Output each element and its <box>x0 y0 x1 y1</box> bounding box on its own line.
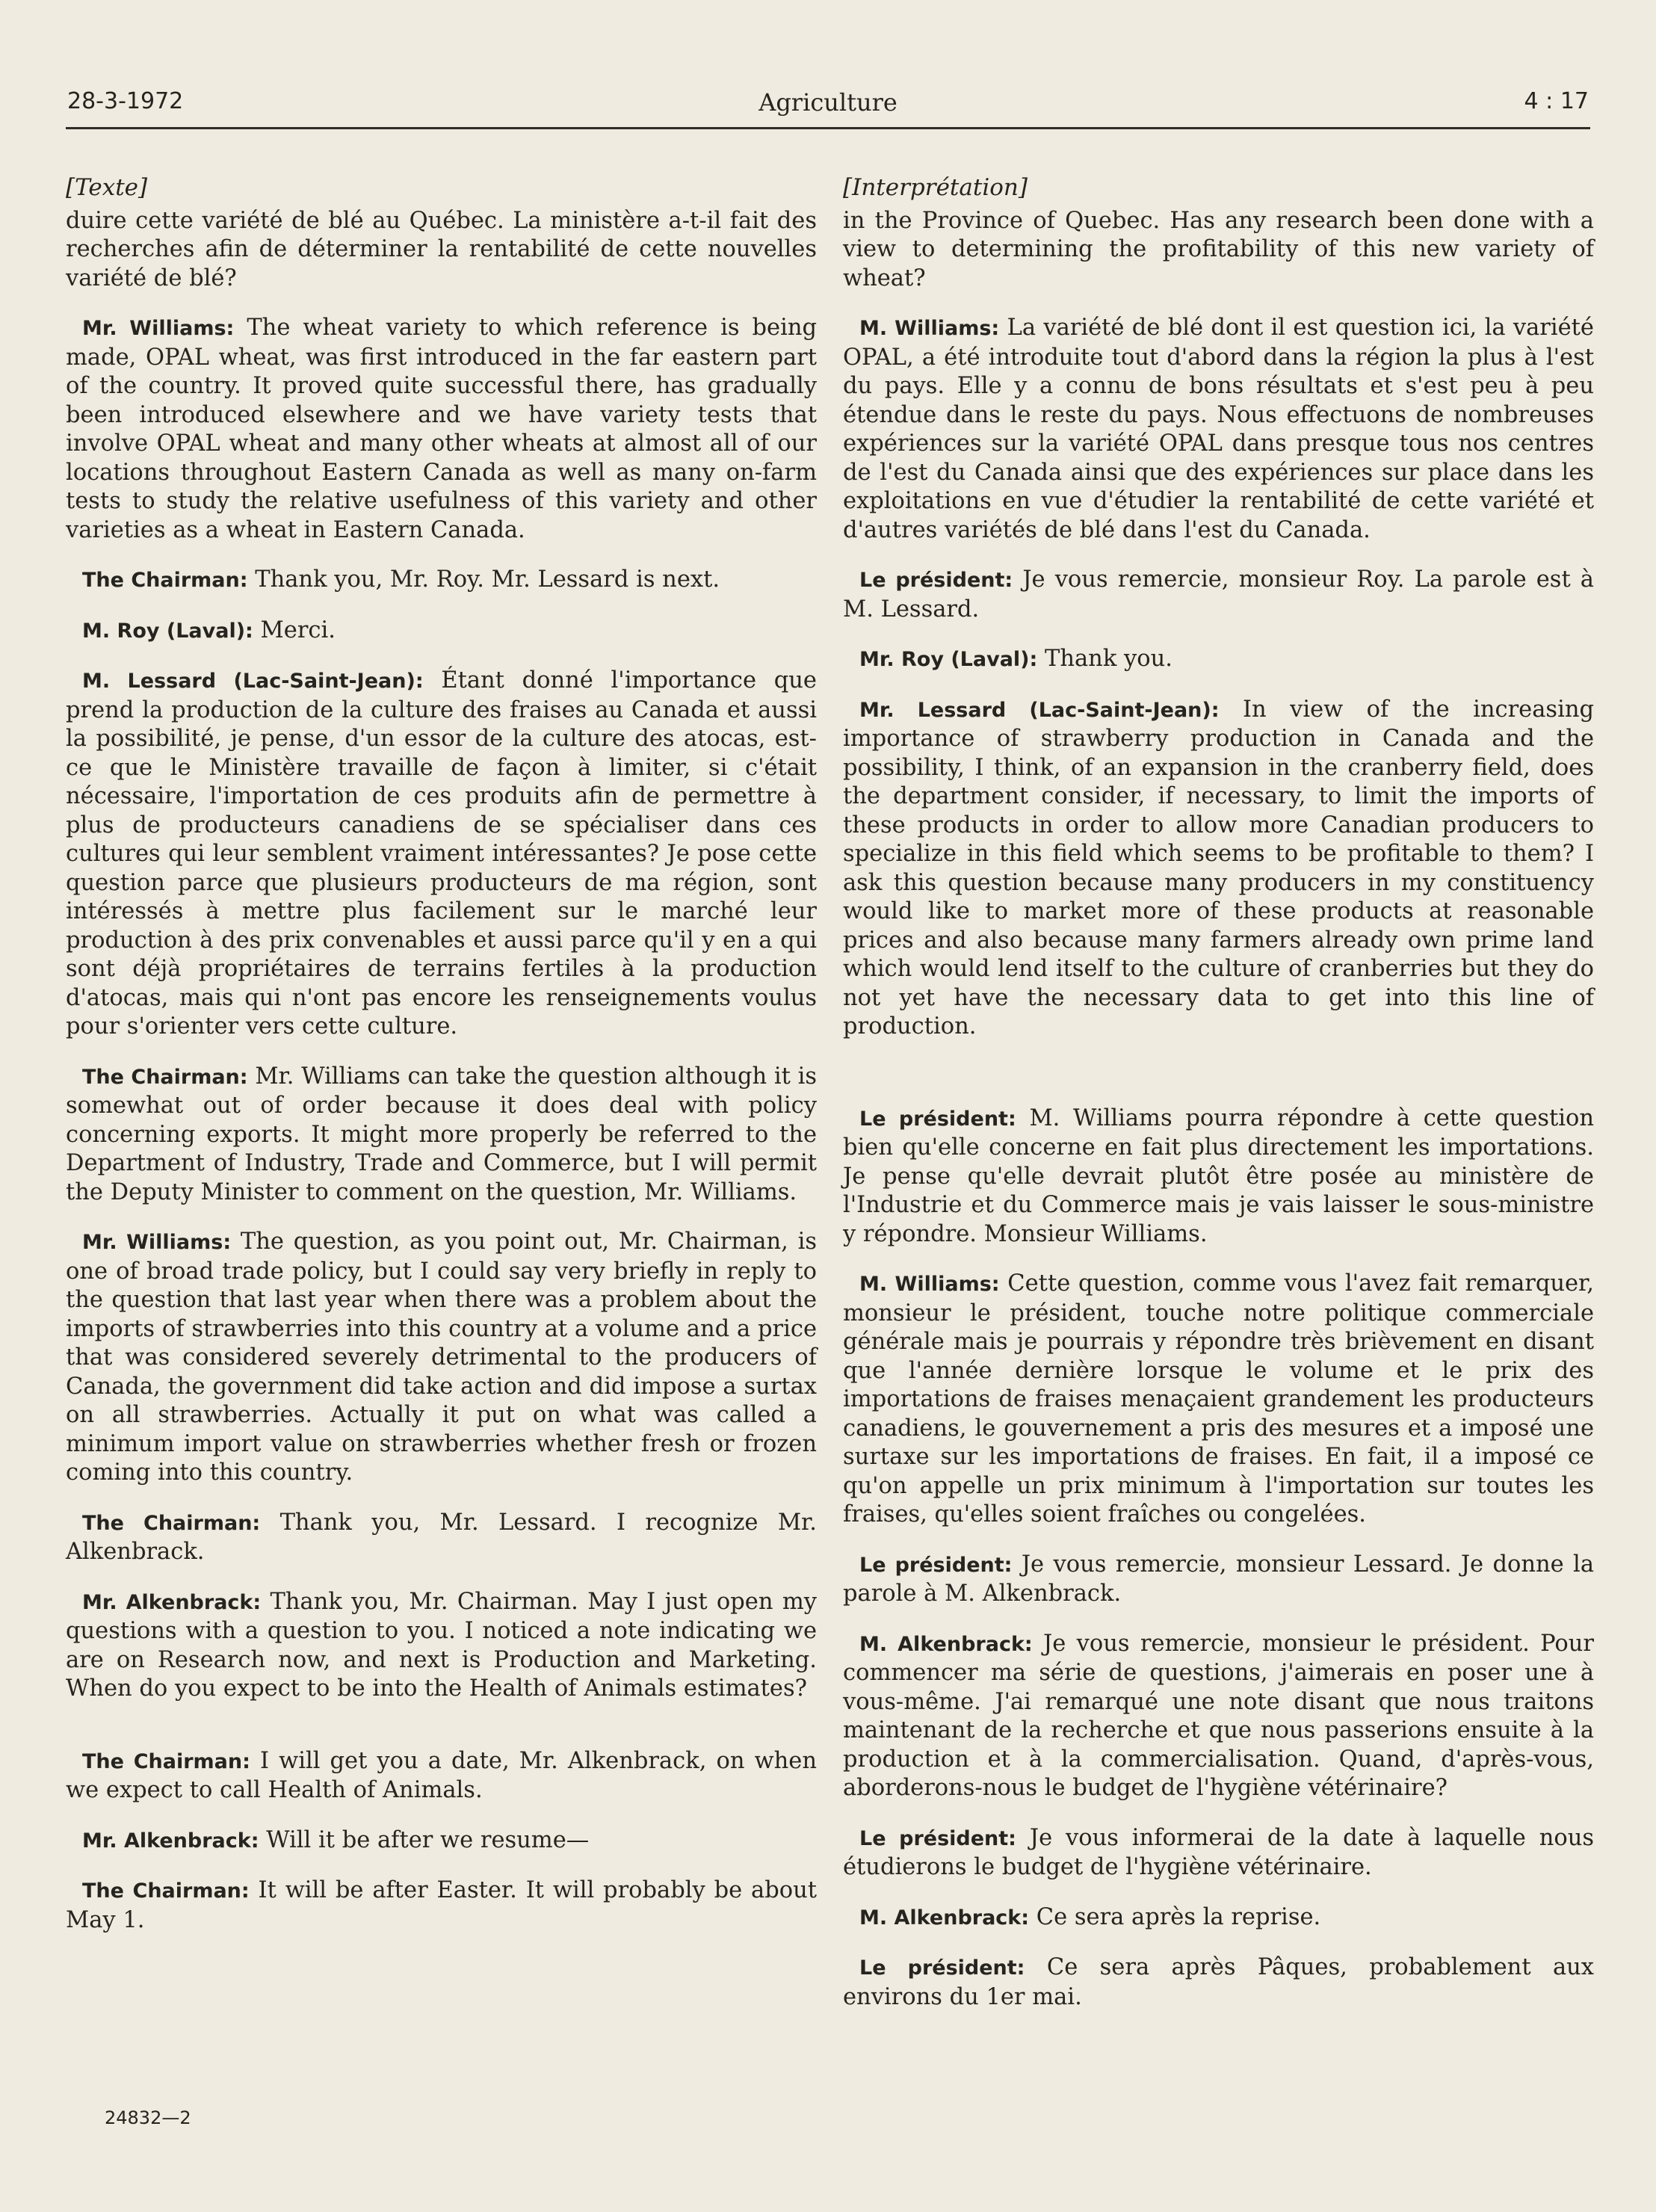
speaker-name: Le président: <box>859 1553 1013 1577</box>
paragraph <box>843 696 1594 1042</box>
paragraph <box>66 207 817 294</box>
paragraph <box>66 1063 817 1208</box>
paragraph-text: Thank you, Mr. Lessard. I recognize Mr. Alkenbrack. <box>66 1509 817 1565</box>
speaker-name: M. Lessard (Lac-Saint-Jean): <box>82 670 424 693</box>
paragraph-text: Thank you, Mr. Chairman. May I just open my questions with a question to you. I noticed a note indicating we are on Research now, and next is Production and Marketing. When do you expect to be into the Health of Animals estimates? <box>66 1588 817 1702</box>
header-page-number: 4 : 17 <box>1524 88 1589 114</box>
paragraph-text: Je vous remercie, monsieur Lessard. Je donne la parole à M. Alkenbrack. <box>843 1551 1594 1607</box>
paragraph <box>843 314 1594 545</box>
paragraph <box>843 566 1594 624</box>
header-rule <box>66 127 1590 129</box>
paragraph <box>843 1270 1594 1530</box>
paragraph-text: Mr. Williams can take the question although it is somewhat out of order because it does deal with policy concerning exports. It might more properly be referred to the Department of Industry, Trade and Commerce, but I will permit the Deputy Minister to comment on the question, Mr. Williams. <box>66 1063 818 1205</box>
paragraph <box>66 314 817 545</box>
paragraph <box>66 1826 817 1856</box>
speaker-name: M. Alkenbrack: <box>859 1906 1030 1930</box>
footer-code: 24832—2 <box>105 2107 191 2128</box>
spacer <box>843 1063 1594 1105</box>
paragraph-text: It will be after Easter. It will probably be about May 1. <box>66 1877 817 1933</box>
speaker-name: Mr. Roy (Laval): <box>859 648 1038 671</box>
paragraph <box>66 1509 817 1567</box>
speaker-name: Mr. Williams: <box>82 1231 232 1254</box>
paragraph <box>843 1551 1594 1609</box>
paragraph <box>66 566 817 596</box>
paragraph-text: Will it be after we resume— <box>266 1826 590 1853</box>
paragraph-text: Je vous remercie, monsieur Roy. La parole est à M. Lessard. <box>843 566 1594 622</box>
speaker-name: The Chairman: <box>82 1879 250 1903</box>
paragraph <box>843 1824 1594 1882</box>
paragraph <box>66 1228 817 1488</box>
paragraph <box>843 1105 1594 1249</box>
speaker-name: Le président: <box>859 1107 1016 1131</box>
speaker-name: Mr. Williams: <box>82 317 235 340</box>
paragraph-text: The question, as you point out, Mr. Chairman, is one of broad trade policy, but I could say very briefly in reply to the question that last year when there was a problem about the imports of strawberries into this country at a volume and a price that was considered severely detrimental to the producers of Canada, the government did take action and did impose a surtax on all strawberries. Actually it put on what was called a minimum import value on strawberries whether fresh or frozen coming into this country. <box>66 1229 817 1486</box>
speaker-name: M. Roy (Laval): <box>82 619 253 643</box>
paragraph <box>66 667 817 1042</box>
speaker-name: The Chairman: <box>82 1511 261 1535</box>
paragraph-text: Étant donné l'importance que prend la production de la culture des fraises au Canada et aussi la possibilité, je pense, d'un essor de la culture des atocas, est-ce que le Ministère travaille de façon à limiter, si c'était nécessaire, l'importation de ces produits afin de permettre à plus de producteurs canadiens de se spécialiser dans ces cultures qui leur semblent vraiment intéressantes? Je pose cette question parce que plusieurs producteurs de ma région, sont intéressés à mettre plus facilement sur le marché leur production à des prix convenables et aussi parce qu'il y en a qui sont déjà propriétaires de terrains fertiles à la production d'atocas, mais qui n'ont pas encore les renseignements voulus pour s'orienter vers cette culture. <box>66 667 817 1039</box>
speaker-name: The Chairman: <box>82 1749 250 1773</box>
speaker-name: Mr. Alkenbrack: <box>82 1590 262 1614</box>
paragraph-text: in the Province of Quebec. Has any research been done with a view to determining the profitability of this new variety of wheat? <box>843 207 1594 291</box>
paragraph-text: Ce sera après la reprise. <box>1036 1903 1321 1930</box>
right-column-label: [Interprétation] <box>843 174 1028 201</box>
spacer <box>66 1725 817 1747</box>
speaker-name: Mr. Alkenbrack: <box>82 1829 259 1853</box>
paragraph-text: I will get you a date, Mr. Alkenbrack, on when we expect to call Health of Animals. <box>66 1747 817 1803</box>
left-column <box>66 173 817 1956</box>
speaker-name: Le président: <box>859 1956 1025 1980</box>
paragraph-text: Ce sera après Pâques, probablement aux environs du 1er mai. <box>843 1954 1594 2010</box>
paragraph <box>843 1903 1594 1933</box>
paragraph-text: Thank you. <box>1045 646 1173 672</box>
speaker-name: Le président: <box>859 1826 1016 1850</box>
paragraph-text: In view of the increasing importance of strawberry production in Canada and the possibility, I think, of an expansion in the cranberry field, does the department consider, if necessary, to limit the imports of these products in order to allow more Canadian producers to specialize in this field which seems to be profitable to them? I ask this question because many producers in my constituency would like to market more of these products at reasonable prices and also because many farmers already own prime land which would lend itself to the culture of cranberries but they do not yet have the necessary data to get into this line of production. <box>843 696 1594 1039</box>
paragraph <box>66 1876 817 1935</box>
paragraph-text: La variété de blé dont il est question ici, la variété OPAL, a été introduite tout d'abord dans la région la plus à l'est du pays. Elle y a connu de bons résultats et s'est peu à peu étendue dans le reste du pays. Nous effectuons de nombreuses expériences sur la variété OPAL dans presque tous nos centres de l'est du Canada ainsi que des expériences sur place dans les exploitations en vue d'étudier la rentabilité de cette variété et d'autres variétés de blé dans l'est du Canada. <box>843 315 1594 543</box>
speaker-name: Le président: <box>859 569 1013 592</box>
paragraph <box>66 1588 817 1704</box>
paragraph <box>843 1630 1594 1803</box>
paragraph-text: Thank you, Mr. Roy. Mr. Lessard is next. <box>255 566 720 593</box>
paragraph <box>66 1747 817 1805</box>
header-title: Agriculture <box>759 88 897 117</box>
speaker-name: The Chairman: <box>82 1065 248 1089</box>
paragraph-text: The wheat variety to which reference is being made, OPAL wheat, was first introduced in the far eastern part of the country. It proved quite successful there, has gradually been introduced elsewhere and we have variety tests that involve OPAL wheat and many other wheats at almost all of our locations throughout Eastern Canada as well as many on-farm tests to study the relative usefulness of this variety and other varieties as a wheat in Eastern Canada. <box>66 315 817 543</box>
right-column <box>843 173 1594 2033</box>
paragraph-text: Merci. <box>260 617 336 643</box>
speaker-name: M. Alkenbrack: <box>859 1632 1033 1656</box>
speaker-name: M. Williams: <box>859 1273 1000 1296</box>
paragraph <box>66 617 817 646</box>
left-column-label: [Texte] <box>66 174 148 201</box>
paragraph <box>843 207 1594 294</box>
paragraph-text: Je vous remercie, monsieur le président. Pour commencer ma série de questions, j'aimerais en poser une à vous-même. J'ai remarqué une note disant que nous traitons maintenant de la recherche et que nous passerions ensuite à la production et à la commercialisation. Quand, d'après-vous, aborderons-nous le budget de l'hygiène vétérinaire? <box>843 1630 1594 1801</box>
paragraph-text: Je vous informerai de la date à laquelle nous étudierons le budget de l'hygiène vétérinaire. <box>843 1824 1594 1880</box>
header-date: 28-3-1972 <box>67 88 184 114</box>
paragraph <box>843 1953 1594 2012</box>
speaker-name: M. Williams: <box>859 317 1000 340</box>
paragraph-text: duire cette variété de blé au Québec. La ministère a-t-il fait des recherches afin de déterminer la rentabilité de cette nouvelles variété de blé? <box>66 207 817 291</box>
paragraph <box>843 645 1594 675</box>
speaker-name: The Chairman: <box>82 569 248 592</box>
speaker-name: Mr. Lessard (Lac-Saint-Jean): <box>859 698 1220 722</box>
paragraph-text: M. Williams pourra répondre à cette question bien qu'elle concerne en fait plus directement les importations. Je pense qu'elle devrait plutôt être posée au ministère de l'Industrie et du Commerce mais je vais laisser le sous-ministre y répondre. Monsieur Williams. <box>843 1105 1594 1247</box>
paragraph-text: Cette question, comme vous l'avez fait remarquer, monsieur le président, touche notre politique commerciale générale mais je pourrais y répondre très brièvement en disant que l'année dernière lorsque le volume et le prix des importations de fraises menaçaient grandement les producteurs canadiens, le gouvernement a pris des mesures et a imposé une surtaxe sur les importations de fraises. En fait, il a imposé ce qu'on appelle un prix minimum à l'importation sur toutes les fraises, qu'elles soient fraîches ou congelées. <box>843 1270 1594 1527</box>
